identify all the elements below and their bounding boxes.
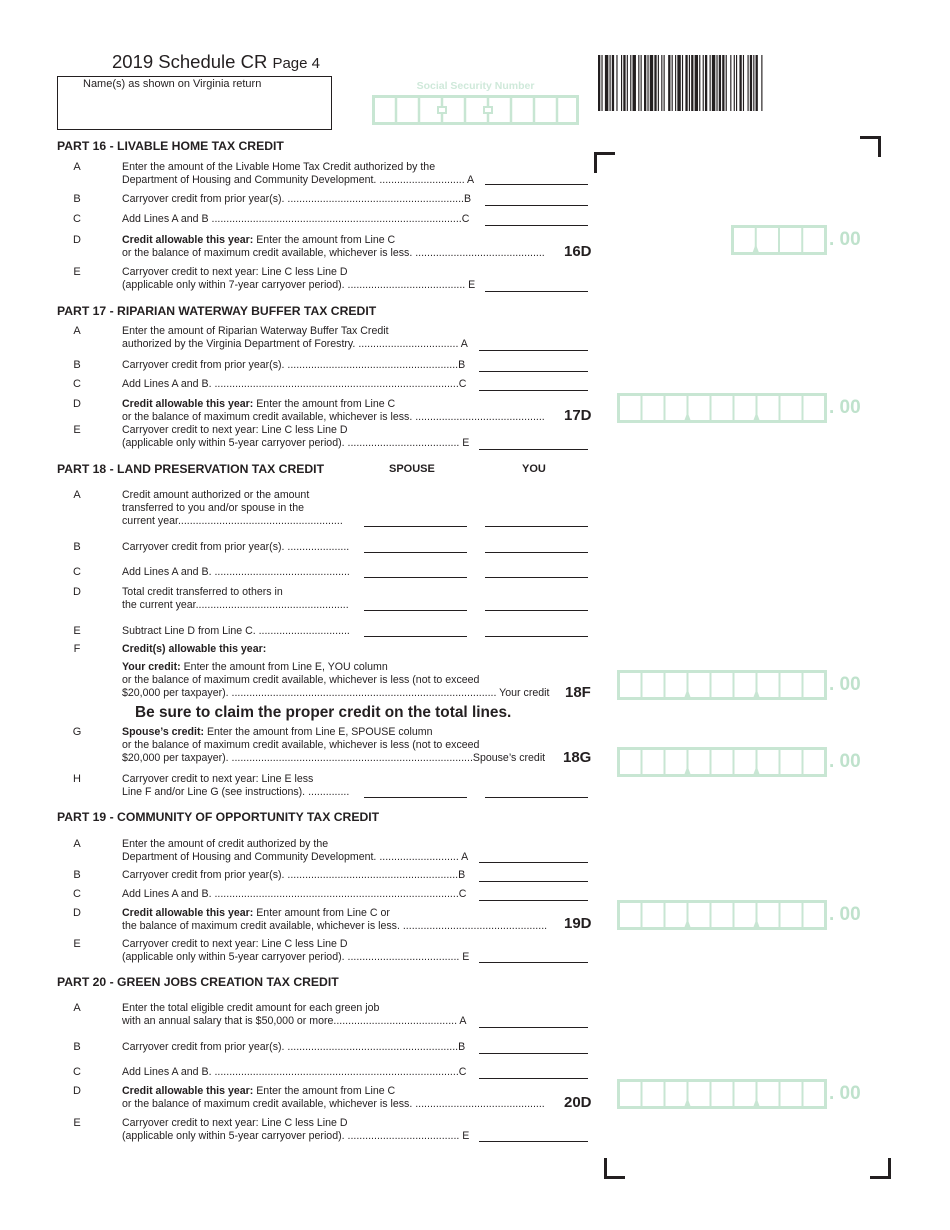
line-18f-number: 18F: [565, 684, 591, 701]
part19-line-e-entry[interactable]: [479, 962, 588, 963]
part16-line-a-letter: A: [73, 161, 81, 173]
part16-line-c-entry[interactable]: [485, 225, 588, 226]
part18-line-h-letter: H: [73, 773, 81, 785]
part16-line-e-letter: E: [73, 266, 81, 278]
part18-line-a-letter: A: [73, 489, 81, 501]
line-17d-number: 17D: [564, 407, 592, 424]
line-19d-cents: . 00: [829, 904, 861, 925]
part18-line-a-you-entry[interactable]: [485, 526, 588, 527]
crop-mark-top-left: [594, 152, 615, 173]
part16-line-b-entry[interactable]: [485, 205, 588, 206]
part20-line-c-text: Add Lines A and B. ...................................................................................C: [122, 1066, 467, 1078]
part18-spouse-credit-text: Spouse’s credit: Enter the amount from Line E, SPOUSE column or the balance of maximum credit available, whichever is less (not to exceed $20,000 per taxpayer). ..................................................................................Spouse’s credit: [122, 726, 546, 764]
part20-line-b-letter: B: [73, 1041, 81, 1053]
part18-line-b-text: Carryover credit from prior year(s). .....................: [122, 541, 350, 553]
part18-line-a-spouse-entry[interactable]: [364, 526, 467, 527]
part20-line-b-text: Carryover credit from prior year(s). ..........................................................B: [122, 1041, 466, 1053]
part19-line-e-letter: E: [73, 938, 81, 950]
part18-your-credit-text: Your credit: Enter the amount from Line E, YOU column or the balance of maximum credit available, whichever is less (not to exceed $20,000 per taxpayer). .......................................................................................... Your credit: [122, 661, 550, 699]
line-18g-cents: . 00: [829, 751, 861, 772]
line-17d-cents: . 00: [829, 397, 861, 418]
part18-line-a-text: Credit amount authorized or the amount transferred to you and/or spouse in the current year........................................................: [122, 489, 343, 527]
crop-mark-bottom-right: [870, 1158, 891, 1179]
part18-line-d-letter: D: [73, 586, 81, 598]
line-18g-number: 18G: [563, 749, 592, 766]
part20-line-b-entry[interactable]: [479, 1053, 588, 1054]
part19-line-b-letter: B: [73, 869, 81, 881]
part20-line-a-letter: A: [73, 1002, 81, 1014]
part19-line-c-letter: C: [73, 888, 81, 900]
line-16d-amount-field[interactable]: [731, 225, 827, 255]
line-17d-amount-field[interactable]: [617, 393, 827, 423]
part18-line-c-text: Add Lines A and B. ..............................................: [122, 566, 350, 578]
part18-line-h-text: Carryover credit to next year: Line E less Line F and/or Line G (see instructions). ..............: [122, 773, 350, 798]
part19-line-b-entry[interactable]: [479, 881, 588, 882]
part19-line-c-entry[interactable]: [479, 900, 588, 901]
part17-line-a-text: Enter the amount of Riparian Waterway Buffer Tax Credit authorized by the Virginia Department of Forestry. .................................. A: [122, 325, 468, 350]
part17-line-c-letter: C: [73, 378, 81, 390]
crop-mark-top-right: [860, 136, 881, 157]
form-title-text: 2019 Schedule CR: [112, 51, 268, 72]
line-19d-number: 19D: [564, 915, 592, 932]
part16-line-a-entry[interactable]: [485, 184, 588, 185]
line-20d-cents: . 00: [829, 1083, 861, 1104]
part20-line-a-text: Enter the total eligible credit amount for each green job with an annual salary that is $50,000 or more.......................................... A: [122, 1002, 467, 1027]
part18-line-c-you-entry[interactable]: [485, 577, 588, 578]
part16-line-a-text: Enter the amount of the Livable Home Tax Credit authorized by the Department of Housing and Community Development. ............................. A: [122, 161, 475, 186]
part16-line-c-letter: C: [73, 213, 81, 225]
part16-line-d-text: Credit allowable this year: Enter the amount from Line C or the balance of maximum credit available, whichever is less. ............................................: [122, 234, 545, 259]
ssn-label: Social Security Number: [416, 80, 535, 92]
part19-line-a-text: Enter the amount of credit authorized by the Department of Housing and Community Development. ........................... A: [122, 838, 469, 863]
part17-line-b-text: Carryover credit from prior year(s). ..........................................................B: [122, 359, 466, 371]
part18-title: PART 18 - LAND PRESERVATION TAX CREDIT: [57, 462, 325, 476]
part20-line-c-entry[interactable]: [479, 1078, 588, 1079]
part20-line-d-letter: D: [73, 1085, 81, 1097]
form-title: [112, 51, 320, 73]
part20-line-c-letter: C: [73, 1066, 81, 1078]
part17-line-e-letter: E: [73, 424, 81, 436]
name-label: Name(s) as shown on Virginia return: [83, 78, 262, 90]
line-19d-amount-field[interactable]: [617, 900, 827, 930]
part16-line-e-text: Carryover credit to next year: Line C less Line D (applicable only within 7-year carryover period). ........................................ E: [122, 266, 476, 291]
part18-line-h-spouse-entry[interactable]: [364, 797, 467, 798]
line-16d-cents: . 00: [829, 229, 861, 250]
line-18g-amount-field[interactable]: [617, 747, 827, 777]
part18-line-d-you-entry[interactable]: [485, 610, 588, 611]
part18-line-b-you-entry[interactable]: [485, 552, 588, 553]
you-column-header: YOU: [522, 463, 546, 475]
part19-line-d-letter: D: [73, 907, 81, 919]
part18-line-d-spouse-entry[interactable]: [364, 610, 467, 611]
part17-line-b-entry[interactable]: [479, 371, 588, 372]
part17-line-c-text: Add Lines A and B. ...................................................................................C: [122, 378, 467, 390]
part20-line-e-entry[interactable]: [479, 1141, 588, 1142]
part16-title: PART 16 - LIVABLE HOME TAX CREDIT: [57, 139, 284, 153]
part18-line-b-letter: B: [73, 541, 81, 553]
part16-line-c-text: Add Lines A and B .....................................................................................C: [122, 213, 470, 225]
part17-line-c-entry[interactable]: [479, 390, 588, 391]
part17-line-e-text: Carryover credit to next year: Line C less Line D (applicable only within 5-year carryover period). ...................................... E: [122, 424, 470, 449]
part16-line-b-text: Carryover credit from prior year(s). ............................................................B: [122, 193, 472, 205]
line-18f-cents: . 00: [829, 674, 861, 695]
part19-line-a-letter: A: [73, 838, 81, 850]
part18-line-c-spouse-entry[interactable]: [364, 577, 467, 578]
crop-mark-bottom-left: [604, 1158, 625, 1179]
line-16d-number: 16D: [564, 243, 592, 260]
ssn-field[interactable]: [372, 95, 579, 125]
part18-line-e-text: Subtract Line D from Line C. ...............................: [122, 625, 350, 637]
part19-line-e-text: Carryover credit to next year: Line C less Line D (applicable only within 5-year carryover period). ...................................... E: [122, 938, 470, 963]
part19-title: PART 19 - COMMUNITY OF OPPORTUNITY TAX CREDIT: [57, 810, 380, 824]
part18-line-e-you-entry[interactable]: [485, 636, 588, 637]
part20-title: PART 20 - GREEN JOBS CREATION TAX CREDIT: [57, 975, 339, 989]
line-20d-amount-field[interactable]: [617, 1079, 827, 1109]
part17-line-b-letter: B: [73, 359, 81, 371]
part19-line-a-entry[interactable]: [479, 862, 588, 863]
part18-line-g-letter: G: [72, 726, 82, 738]
part17-line-a-entry[interactable]: [479, 350, 588, 351]
part20-line-d-text: Credit allowable this year: Enter the amount from Line C or the balance of maximum credit available, whichever is less. ............................................: [122, 1085, 545, 1110]
part19-line-b-text: Carryover credit from prior year(s). ..........................................................B: [122, 869, 466, 881]
part18-line-h-you-entry[interactable]: [485, 797, 588, 798]
part17-line-d-letter: D: [73, 398, 81, 410]
barcode: [598, 55, 882, 111]
line-20d-number: 20D: [564, 1094, 592, 1111]
page-label: Page 4: [272, 55, 320, 72]
part16-line-d-letter: D: [73, 234, 81, 246]
part20-line-e-letter: E: [73, 1117, 81, 1129]
part18-line-b-spouse-entry[interactable]: [364, 552, 467, 553]
part17-line-d-text: Credit allowable this year: Enter the amount from Line C or the balance of maximum credit available, whichever is less. ............................................: [122, 398, 545, 423]
part18-line-e-letter: E: [73, 625, 81, 637]
part17-line-e-entry[interactable]: [479, 449, 588, 450]
part17-line-a-letter: A: [73, 325, 81, 337]
spouse-column-header: SPOUSE: [389, 463, 435, 475]
part19-line-c-text: Add Lines A and B. ...................................................................................C: [122, 888, 467, 900]
part18-line-e-spouse-entry[interactable]: [364, 636, 467, 637]
proper-credit-note: Be sure to claim the proper credit on the total lines.: [135, 704, 512, 721]
part20-line-a-entry[interactable]: [479, 1027, 588, 1028]
part19-line-d-text: Credit allowable this year: Enter amount from Line C or the balance of maximum credit available, whichever is less. .................................................: [122, 907, 548, 932]
part20-line-e-text: Carryover credit to next year: Line C less Line D (applicable only within 5-year carryover period). ...................................... E: [122, 1117, 470, 1142]
part16-line-b-letter: B: [73, 193, 81, 205]
part18-line-f-text: Credit(s) allowable this year:: [122, 643, 267, 655]
part17-title: PART 17 - RIPARIAN WATERWAY BUFFER TAX CREDIT: [57, 304, 377, 318]
line-18f-amount-field[interactable]: [617, 670, 827, 700]
part18-line-d-text: Total credit transferred to others in the current year....................................................: [122, 586, 349, 611]
part18-line-c-letter: C: [73, 566, 81, 578]
part16-line-e-entry[interactable]: [485, 291, 588, 292]
part18-line-f-letter: F: [73, 643, 81, 655]
